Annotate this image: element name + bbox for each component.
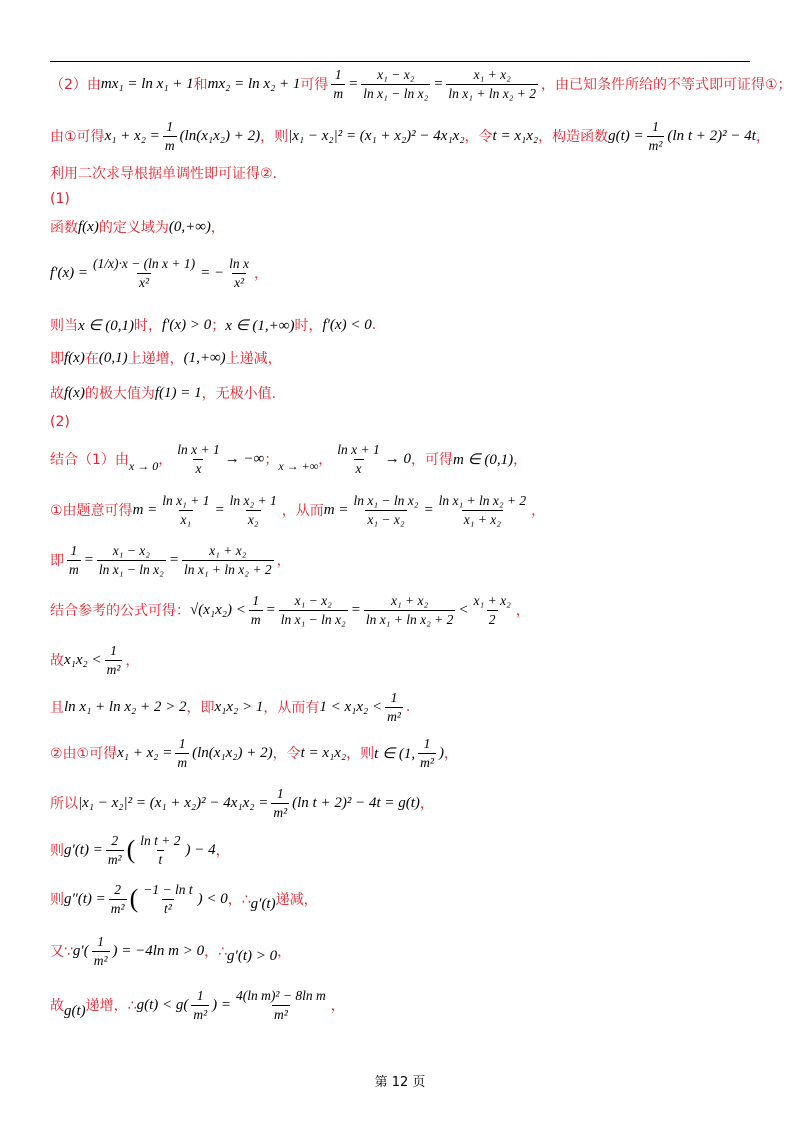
text-segment: ，则 <box>346 746 375 762</box>
math-expression: x → +∞ <box>278 458 319 473</box>
numerator: 2 <box>114 881 122 897</box>
text-segment: 结合（1）由 <box>50 452 129 468</box>
text-segment: 故 <box>50 998 64 1014</box>
denominator: m² <box>107 851 122 867</box>
math-expression: t ∈ (1, <box>374 745 416 762</box>
math-expression: x₁ + x₂ = <box>104 127 160 144</box>
math-expression: m = <box>132 501 158 518</box>
math-expression: → 0 <box>384 450 412 467</box>
denominator: x₁ <box>180 511 192 527</box>
fraction <box>647 119 665 154</box>
fraction <box>446 67 538 102</box>
fraction <box>351 493 420 528</box>
denominator: x₁ − x₂ <box>367 511 405 527</box>
numerator: x₁ + x₂ <box>473 66 511 82</box>
math-expression: mx₂ = ln x₂ + 1 <box>207 75 301 92</box>
header-rule <box>50 61 750 62</box>
math-expression: ) < 0 <box>197 890 228 907</box>
fraction <box>331 67 345 102</box>
denominator: x₁ + x₂ <box>463 511 501 527</box>
fraction <box>385 690 403 725</box>
math-expression: = <box>265 601 276 618</box>
solution-line-21 <box>50 928 760 974</box>
solution-line-16 <box>50 686 760 728</box>
fraction <box>228 493 279 528</box>
text-segment: ， <box>158 452 173 468</box>
numerator: 1 <box>110 642 117 658</box>
text-segment: 递增，∴ <box>85 998 137 1014</box>
solution-line-6 <box>50 248 760 298</box>
solution-line-14 <box>50 588 760 632</box>
denominator: x₂ <box>247 511 259 527</box>
fraction <box>472 593 513 628</box>
text-segment: 时， <box>133 318 162 334</box>
text-segment: ， <box>513 452 528 468</box>
solution-line-7 <box>50 312 760 338</box>
denominator: m² <box>273 1006 288 1022</box>
solution-line-19 <box>50 828 760 872</box>
page-number: 第 12 页 <box>374 1075 426 1090</box>
numerator: x₁ − x₂ <box>377 66 415 82</box>
solution-line-20 <box>50 876 760 922</box>
fraction <box>175 442 221 477</box>
text-segment: 在 <box>84 351 99 367</box>
text-segment: 上递减， <box>225 351 282 367</box>
solution-line-2 <box>50 116 770 156</box>
text-segment: 即 <box>50 351 64 367</box>
math-expression: mx₁ = ln x₁ + 1 <box>100 75 194 92</box>
text-segment: ， <box>330 998 345 1014</box>
solution-line-9 <box>50 380 760 406</box>
denominator: m² <box>110 900 125 916</box>
math-expression: 1 < x₁x₂ < <box>319 698 383 715</box>
text-segment: 递减， <box>275 892 318 908</box>
fraction <box>97 543 166 578</box>
math-expression: = <box>214 501 225 518</box>
numerator: 1 <box>97 933 104 949</box>
part-heading-2 <box>50 411 760 433</box>
text-segment: ， <box>443 746 458 762</box>
numerator: x₁ − x₂ <box>294 592 332 608</box>
fraction <box>335 442 381 477</box>
fraction <box>182 543 274 578</box>
solution-line-1 <box>50 64 792 104</box>
denominator: ln x₁ − ln x₂ <box>98 561 164 577</box>
denominator: ln x₁ + ln x₂ + 2 <box>448 85 536 101</box>
text-segment: ； <box>264 452 279 468</box>
fraction <box>106 833 124 868</box>
numerator: 2 <box>111 832 119 848</box>
solution-line-8 <box>50 345 760 371</box>
fraction <box>271 786 289 821</box>
denominator: m² <box>420 754 434 770</box>
numerator: ln x₂ + 1 <box>229 492 277 508</box>
math-expression: = − <box>200 264 225 281</box>
fraction <box>234 988 328 1023</box>
denominator: ln x₁ − ln x₂ <box>363 85 429 101</box>
fraction <box>191 988 209 1023</box>
numerator: ln x <box>229 255 250 271</box>
text-segment: ， <box>277 944 292 960</box>
math-expression: f(x) <box>78 218 99 235</box>
solution-line-3 <box>50 162 760 184</box>
math-expression: ) = <box>212 996 232 1013</box>
fraction <box>437 493 529 528</box>
math-expression: (ln t + 2)² − 4t <box>667 127 756 144</box>
solution-line-12 <box>50 488 760 532</box>
text-segment: ； <box>211 318 226 334</box>
fraction <box>91 256 197 291</box>
text-segment: 时， <box>294 318 323 334</box>
fraction <box>109 882 127 917</box>
denominator: m <box>177 754 188 770</box>
math-expression: g′(t) <box>250 895 276 912</box>
text-segment: (1) <box>50 191 70 207</box>
text-segment: 利用二次求导根据单调性即可证得②. <box>50 166 278 182</box>
text-segment: 故 <box>50 386 64 402</box>
fraction <box>138 833 182 868</box>
fraction <box>227 256 251 291</box>
math-expression: = <box>423 501 434 518</box>
math-expression: g(t) <box>64 1002 86 1019</box>
math-expression: f′(x) = <box>50 264 88 281</box>
math-expression: x → 0 <box>128 458 159 473</box>
denominator: m² <box>106 661 121 677</box>
fraction <box>364 593 456 628</box>
fraction <box>361 67 430 102</box>
text-segment: ， <box>276 553 291 569</box>
text-segment: ，∴ <box>204 944 228 960</box>
text-segment: ， <box>125 653 140 669</box>
numerator: ln x₁ + ln x₂ + 2 <box>438 492 527 508</box>
numerator: x₁ + x₂ <box>209 542 247 558</box>
math-expression: g′( <box>72 942 89 959</box>
denominator: ln x₁ + ln x₂ + 2 <box>365 611 454 627</box>
numerator: 1 <box>390 689 398 705</box>
math-expression: ( <box>126 835 136 864</box>
numerator: ln t + 2 <box>140 832 181 848</box>
math-expression: x₁ + x₂ = <box>117 744 173 761</box>
math-expression: x ∈ (1,+∞) <box>225 317 295 334</box>
solution-line-5 <box>50 214 760 240</box>
text-segment: ，∴ <box>227 892 251 908</box>
text-segment: 则 <box>50 892 64 908</box>
math-expression: = <box>433 75 444 92</box>
numerator: ln x + 1 <box>177 441 220 457</box>
denominator: ln x₁ + ln x₂ + 2 <box>183 561 272 577</box>
numerator: x₁ + x₂ <box>391 592 429 608</box>
text-segment: 的极大值为 <box>84 386 155 402</box>
numerator: x₁ + x₂ <box>473 592 511 608</box>
math-expression: g′(t) = <box>64 841 103 858</box>
math-expression: ) − 4 <box>185 841 216 858</box>
text-segment: ①由题意可得 <box>50 503 133 519</box>
math-expression: t = x₁x₂ <box>300 744 347 761</box>
text-segment: 则当 <box>50 318 78 334</box>
math-expression: |x₁ − x₂|² = (x₁ + x₂)² − 4x₁x₂ <box>288 127 465 144</box>
text-segment: ， <box>215 843 230 859</box>
text-segment: ，可得 <box>411 452 454 468</box>
text-segment: ，从而有 <box>263 700 320 716</box>
numerator: 1 <box>178 735 186 751</box>
text-segment: 则 <box>50 843 64 859</box>
text-segment: ， <box>254 266 269 282</box>
solution-line-15 <box>50 639 760 681</box>
text-segment: 即 <box>50 553 64 569</box>
fraction <box>92 934 110 969</box>
fraction <box>163 119 177 154</box>
text-segment: ， <box>318 452 333 468</box>
text-segment: ， <box>531 503 546 519</box>
numerator: x₁ − x₂ <box>112 542 150 558</box>
math-expression: x₁x₂ < <box>64 651 102 668</box>
text-segment: 和 <box>193 77 208 93</box>
text-segment: . <box>405 699 411 715</box>
fraction <box>160 493 211 528</box>
fraction <box>249 593 263 628</box>
math-expression: = <box>168 551 179 568</box>
fraction <box>141 882 194 917</box>
solution-line-17 <box>50 732 760 774</box>
fraction <box>105 643 123 678</box>
text-segment: ，无极小值. <box>201 386 277 402</box>
fraction <box>418 736 436 771</box>
numerator: 1 <box>166 118 174 134</box>
math-expression: = <box>83 551 94 568</box>
text-segment: 函数 <box>50 220 78 236</box>
denominator: x <box>355 460 362 476</box>
text-segment: 且 <box>50 700 64 716</box>
math-expression: < <box>458 601 469 618</box>
math-expression: m = <box>323 501 349 518</box>
text-segment: ， <box>419 796 434 812</box>
math-expression: f′(x) > 0 <box>161 316 212 333</box>
numerator: 4(ln m)² − 8ln m <box>236 987 326 1003</box>
math-expression: t = x₁x₂ <box>492 127 539 144</box>
math-expression: ) = −4ln m > 0 <box>112 942 205 959</box>
solution-line-22 <box>50 982 760 1028</box>
fraction <box>175 736 189 771</box>
math-expression: f(x) <box>64 349 85 366</box>
math-expression: → −∞ <box>224 450 265 467</box>
text-segment: 可得 <box>300 77 329 93</box>
math-expression: (1,+∞) <box>183 349 226 366</box>
numerator: 1 <box>423 735 431 751</box>
math-expression: m ∈ (0,1) <box>453 451 514 468</box>
text-segment: 的定义域为 <box>98 220 169 236</box>
text-segment: 上递增， <box>127 351 184 367</box>
math-expression: x₁x₂ > 1 <box>214 698 264 715</box>
denominator: m <box>250 611 261 627</box>
denominator: m² <box>648 137 663 153</box>
text-segment: （2）由 <box>50 77 101 93</box>
math-expression: x ∈ (0,1) <box>78 317 134 334</box>
math-expression: g(t) = <box>608 127 644 144</box>
text-segment: ， <box>755 129 770 145</box>
denominator: x² <box>139 274 150 290</box>
math-expression: (ln(x₁x₂) + 2) <box>179 127 261 144</box>
math-expression: ( <box>129 884 139 913</box>
fraction <box>279 593 348 628</box>
part-heading-1 <box>50 188 760 210</box>
text-segment: ， <box>515 603 530 619</box>
text-segment: 又∵ <box>50 944 73 960</box>
denominator: m <box>164 137 175 153</box>
text-segment: ， <box>210 220 225 236</box>
solution-line-13 <box>50 539 760 581</box>
denominator: m <box>69 561 79 577</box>
text-segment: 故 <box>50 653 64 669</box>
numerator: ln x₁ − ln x₂ <box>353 492 419 508</box>
math-expression: ) <box>438 744 444 761</box>
math-expression: |x₁ − x₂|² = (x₁ + x₂)² − 4x₁x₂ = <box>78 794 269 811</box>
text-segment: ，令 <box>272 746 301 762</box>
denominator: 2 <box>488 611 496 627</box>
numerator: 1 <box>252 592 260 608</box>
solution-line-18 <box>50 782 760 824</box>
text-segment: ②由①可得 <box>50 746 118 762</box>
fraction <box>67 543 81 578</box>
text-segment: 所以 <box>50 796 78 812</box>
math-expression: g″(t) = <box>64 890 106 907</box>
denominator: t <box>158 851 163 867</box>
denominator: m² <box>93 952 108 968</box>
text-segment: . <box>371 317 377 333</box>
denominator: ln x₁ − ln x₂ <box>280 611 346 627</box>
denominator: m² <box>273 804 288 820</box>
math-expression: (ln t + 2)² − 4t = g(t) <box>292 794 420 811</box>
numerator: 1 <box>652 118 659 134</box>
text-segment: ，构造函数 <box>538 129 609 145</box>
math-expression: f′(x) < 0 <box>322 316 372 333</box>
denominator: m <box>333 85 344 101</box>
math-expression: √(x₁x₂) < <box>190 601 246 618</box>
math-expression: ln x₁ + ln x₂ + 2 > 2 <box>64 698 187 715</box>
numerator: ln x₁ + 1 <box>162 492 210 508</box>
text-segment: ，令 <box>464 129 493 145</box>
numerator: 1 <box>196 987 204 1003</box>
math-expression: g(t) < g( <box>136 996 189 1013</box>
numerator: 1 <box>334 66 342 82</box>
math-expression: f(1) = 1 <box>154 384 202 401</box>
numerator: (1/x)·x − (ln x + 1) <box>92 255 196 271</box>
denominator: m² <box>193 1006 208 1022</box>
math-expression: f(x) <box>64 384 85 401</box>
math-expression: = <box>348 75 359 92</box>
text-segment: ，由已知条件所给的不等式即可证得①； <box>541 77 792 93</box>
text-segment: ，从而 <box>281 503 324 519</box>
math-expression: = <box>350 601 361 618</box>
denominator: x² <box>234 274 245 290</box>
denominator: m² <box>387 708 401 724</box>
numerator: −1 − ln t <box>143 881 193 897</box>
numerator: ln x + 1 <box>337 441 380 457</box>
text-segment: ，即 <box>186 700 215 716</box>
math-expression: g′(t) > 0 <box>227 947 278 964</box>
numerator: 1 <box>276 785 284 801</box>
math-expression: (0,1) <box>98 349 128 366</box>
denominator: x <box>195 460 202 476</box>
math-expression: (ln(x₁x₂) + 2) <box>192 744 273 761</box>
numerator: 1 <box>70 542 78 558</box>
text-segment: 由①可得 <box>50 129 105 145</box>
text-segment: ，则 <box>260 129 289 145</box>
math-expression: (0,+∞) <box>168 218 211 235</box>
denominator: t² <box>164 900 172 916</box>
text-segment: (2) <box>50 414 70 430</box>
solution-line-11 <box>50 437 760 481</box>
text-segment: 结合参考的公式可得： <box>50 603 190 619</box>
